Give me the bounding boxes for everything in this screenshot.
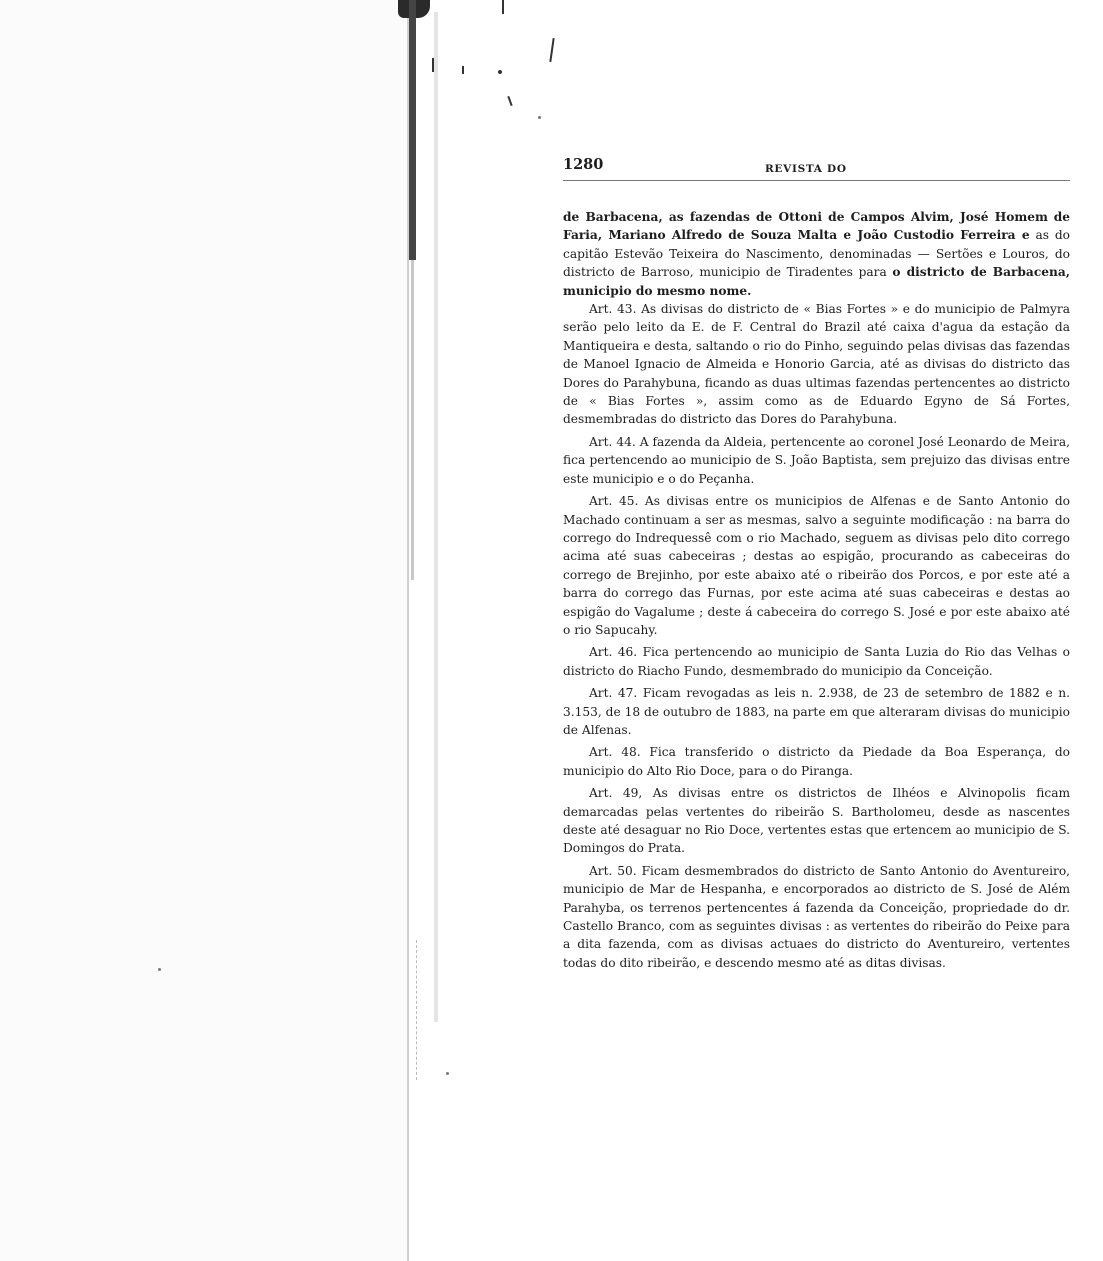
- article-number: Art. 45.: [589, 494, 639, 509]
- article-text: As divisas entre os municipios de Alfenas e de Santo Antonio do Machado continuam a ser as mesmas, salvo a seguinte modificação : na barra do corrego do Indrequessê com o rio Machado, seguem as divisas pelo dito corrego acima até suas cabeceiras ; destas ao espigão, procurando as cabeceiras do corrego de Brejinho, por este abaixo até o ribeirão dos Porcos, e por este até a barra do corrego das Furnas, por este acima até suas cabeceiras e destas ao espigão do Vagalume ; deste á cabeceira do corrego S. José e por este abaixo até o rio Sapucahy.: [563, 494, 1070, 637]
- article-text: Fica transferido o districto da Piedade da Boa Esperança, do municipio do Alto Rio Doce, para o do Piranga.: [563, 745, 1071, 778]
- text-line: as do capitão Estevão Teixeira do Nascimento, denominadas — Sertões e Louros, do districto de Barroso, municipio de Tiradentes para: [563, 228, 1070, 280]
- article-text: Fica pertencendo ao municipio de Santa Luzia do Rio das Velhas o districto do Riacho Fundo, desmembrado do municipio da Conceição.: [563, 645, 1071, 678]
- article-text: Ficam revogadas as leis n. 2.938, de 23 de setembro de 1882 e n. 3.153, de 18 de outubro de 1883, na parte em que alteraram divisas do municipio de Alfenas.: [563, 686, 1071, 737]
- scan-speck: [446, 1072, 449, 1075]
- binding-shadow: [409, 0, 416, 260]
- ink-mark: [462, 66, 464, 74]
- article-number: Art. 43.: [589, 302, 637, 317]
- article-number: Art. 46.: [589, 645, 638, 660]
- binding-shadow-faint: [411, 260, 414, 580]
- article-text: As divisas do districto de « Bias Fortes » e do municipio de Palmyra serão pelo leito da E. de F. Central do Brazil até caixa d'agua da estação da Mantiqueira e desta, saltando o rio do Pinho, seguindo pelas divisas das fazendas de Manoel Ignacio de Almeida e Honorio Garcia, até as divisas do districto das Dores do Parahybuna, ficando as duas ultimas fazendas pertencentes ao districto de « Bias Fortes », assim como as de Eduardo Egyno de Sá Fortes, desmembradas do districto das Dores do Parahybuna.: [563, 302, 1071, 427]
- journal-page: [563, 150, 1070, 972]
- article-number: Art. 48.: [589, 745, 641, 760]
- page-number: 1280: [563, 156, 604, 173]
- article-text: Ficam desmembrados do districto de Santo Antonio do Aventureiro, municipio de Mar de Hespanha, e encorporados ao districto de S. José de Além Parahyba, os terrenos pertencentes á fazenda da Conceição, propriedade do dr. Castello Branco, com as seguintes divisas : as vertentes do ribeirão do Peixe para a dita fazenda, com as divisas actuaes do districto do Aventureiro, vertentes todas do dito ribeirão, e descendo mesmo até as ditas divisas.: [563, 863, 1071, 970]
- ink-mark: [432, 58, 434, 72]
- ink-mark: [498, 70, 502, 74]
- article-46: [563, 643, 1070, 680]
- text-line: de Faria, Mariano Alfredo de Souza Malta e João Custodio Ferreira e: [563, 210, 1071, 243]
- scan-speck: [538, 116, 541, 119]
- article-47: [563, 684, 1070, 739]
- ink-mark: [507, 96, 512, 106]
- article-number: Art. 44.: [589, 434, 636, 449]
- running-title: REVISTA DO: [765, 163, 847, 175]
- page-header: [563, 150, 1070, 181]
- page-body: [563, 208, 1070, 972]
- article-number: Art. 47.: [589, 686, 638, 701]
- article-50: [563, 862, 1070, 972]
- margin-ticks: [416, 940, 429, 1080]
- text-line: de Barbacena, as fazendas de Ottoni de Campos Alvim, José Homem: [563, 210, 1048, 224]
- binding-line: [434, 12, 438, 1022]
- article-number: Art. 49,: [589, 786, 643, 801]
- article-43: [563, 300, 1070, 429]
- article-number: Art. 50.: [589, 863, 637, 878]
- article-45: [563, 492, 1070, 639]
- paragraph-continuation: [563, 208, 1070, 300]
- article-text: As divisas entre os districtos de Ilhéos e Alvinopolis ficam demarcadas pelas vertentes do ribeirão S. Bartholomeu, desde as nascentes deste até desaguar no Rio Doce, vertentes estas que ertencem ao municipio de S. Domingos do Prata.: [563, 786, 1071, 856]
- ink-mark: [502, 0, 504, 14]
- article-text: A fazenda da Aldeia, pertencente ao coronel José Leonardo de Meira, fica pertencendo ao municipio de S. João Baptista, sem prejuizo das divisas entre este municipio e o do Peçanha.: [563, 434, 1070, 486]
- scan-margin: [0, 0, 408, 1261]
- article-48: [563, 743, 1070, 780]
- article-44: [563, 433, 1070, 488]
- article-49: [563, 784, 1070, 858]
- scan-speck: [158, 968, 161, 971]
- ink-mark: [549, 38, 554, 62]
- text-line: o districto de Barbacena, municipio do mesmo nome.: [563, 265, 1070, 298]
